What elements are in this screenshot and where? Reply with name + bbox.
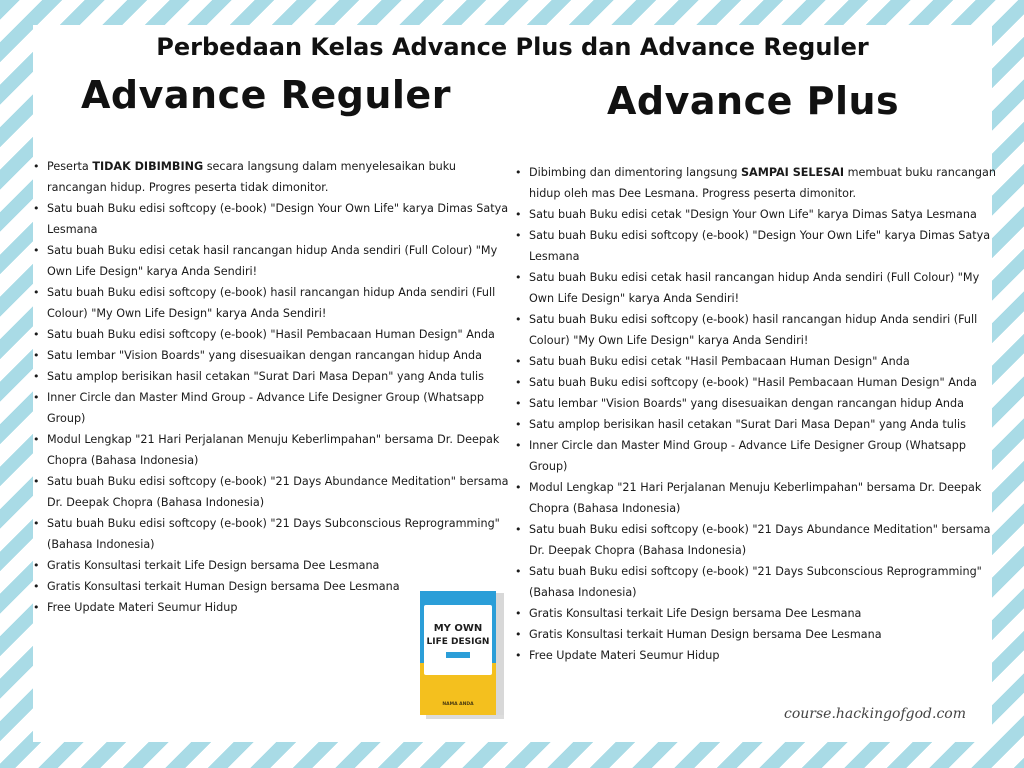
feature-emphasis: TIDAK DIBIMBING [92, 160, 204, 173]
heading-advance-reguler: Advance Reguler [81, 73, 451, 117]
feature-text: Inner Circle dan Master Mind Group - Advance Life Designer Group (Whatsapp Group) [47, 391, 484, 425]
feature-text: Gratis Konsultasi terkait Human Design bersama Dee Lesmana [529, 628, 882, 641]
feature-text: Satu buah Buku edisi softcopy (e-book) hasil rancangan hidup Anda sendiri (Full Colour) "My Own Life Design" karya Anda Sendiri! [47, 286, 496, 320]
comparison-card [33, 25, 996, 742]
feature-text: Satu buah Buku edisi softcopy (e-book) "21 Days Abundance Meditation" bersama Dr. Deepak Chopra (Bahasa Indonesia) [529, 523, 991, 557]
feature-text: Satu buah Buku edisi softcopy (e-book) "21 Days Subconscious Reprogramming" (Bahasa Indonesia) [529, 565, 982, 599]
plus-feature-list [515, 162, 1005, 666]
feature-text: Satu buah Buku edisi softcopy (e-book) "21 Days Subconscious Reprogramming" (Bahasa Indonesia) [47, 517, 500, 551]
feature-item [529, 393, 1005, 414]
feature-text: Gratis Konsultasi terkait Life Design bersama Dee Lesmana [47, 559, 380, 572]
feature-text: Satu buah Buku edisi cetak hasil rancangan hidup Anda sendiri (Full Colour) "My Own Life Design" karya Anda Sendiri! [47, 244, 498, 278]
feature-text: Gratis Konsultasi terkait Human Design bersama Dee Lesmana [47, 580, 400, 593]
feature-text: Satu buah Buku edisi cetak "Hasil Pembacaan Human Design" Anda [529, 355, 910, 368]
feature-text: Satu lembar "Vision Boards" yang disesuaikan dengan rancangan hidup Anda [47, 349, 482, 362]
feature-item [47, 555, 517, 576]
feature-text: Gratis Konsultasi terkait Life Design bersama Dee Lesmana [529, 607, 862, 620]
feature-text: Satu buah Buku edisi softcopy (e-book) "21 Days Abundance Meditation" bersama Dr. Deepak Chopra (Bahasa Indonesia) [47, 475, 509, 509]
feature-text: Modul Lengkap "21 Hari Perjalanan Menuju Keberlimpahan" bersama Dr. Deepak Chopra (Bahasa Indonesia) [529, 481, 982, 515]
feature-item [47, 366, 517, 387]
feature-item [529, 351, 1005, 372]
feature-text: Inner Circle dan Master Mind Group - Advance Life Designer Group (Whatsapp Group) [529, 439, 966, 473]
book-title-line2: LIFE DESIGN [426, 637, 490, 647]
feature-item [529, 435, 1005, 477]
book-cover-image [420, 591, 506, 721]
feature-text: Satu lembar "Vision Boards" yang disesuaikan dengan rancangan hidup Anda [529, 397, 964, 410]
book-title-line1: MY OWN [433, 623, 483, 634]
feature-text: Dibimbing dan dimentoring langsung [529, 166, 741, 179]
feature-item [529, 603, 1005, 624]
heading-advance-plus: Advance Plus [607, 79, 900, 123]
feature-text: Satu buah Buku edisi softcopy (e-book) "Design Your Own Life" karya Dimas Satya Lesmana [47, 202, 509, 236]
feature-text: membuat buku rancangan hidup oleh mas Dee Lesmana. Progress peserta dimonitor. [529, 166, 996, 200]
feature-item [529, 225, 1005, 267]
feature-item [529, 624, 1005, 645]
feature-text: Satu buah Buku edisi softcopy (e-book) "Design Your Own Life" karya Dimas Satya Lesmana [529, 229, 991, 263]
feature-text: Peserta [47, 160, 93, 173]
feature-text: Satu amplop berisikan hasil cetakan "Surat Dari Masa Depan" yang Anda tulis [47, 370, 484, 383]
feature-item [47, 324, 517, 345]
feature-item [47, 429, 517, 471]
footer-url: course.hackingofgod.com [784, 706, 966, 722]
feature-item [529, 309, 1005, 351]
feature-item [529, 645, 1005, 666]
feature-item [47, 387, 517, 429]
feature-item [529, 372, 1005, 393]
page-title: Perbedaan Kelas Advance Plus dan Advance Reguler [156, 33, 869, 61]
feature-item [47, 240, 517, 282]
feature-item [47, 156, 517, 198]
feature-item [529, 204, 1005, 225]
feature-text: Satu buah Buku edisi softcopy (e-book) hasil rancangan hidup Anda sendiri (Full Colour) "My Own Life Design" karya Anda Sendiri! [529, 313, 978, 347]
feature-text: Free Update Materi Seumur Hidup [47, 601, 238, 614]
feature-item [47, 198, 517, 240]
feature-item [529, 477, 1005, 519]
feature-item [529, 162, 1005, 204]
feature-item [529, 519, 1005, 561]
feature-item [47, 471, 517, 513]
feature-item [529, 561, 1005, 603]
feature-text: Satu amplop berisikan hasil cetakan "Surat Dari Masa Depan" yang Anda tulis [529, 418, 966, 431]
feature-text: Satu buah Buku edisi softcopy (e-book) "Hasil Pembacaan Human Design" Anda [47, 328, 495, 341]
feature-text: Free Update Materi Seumur Hidup [529, 649, 720, 662]
feature-emphasis: SAMPAI SELESAI [740, 166, 845, 179]
feature-text: Satu buah Buku edisi cetak "Design Your Own Life" karya Dimas Satya Lesmana [529, 208, 977, 221]
feature-text: Modul Lengkap "21 Hari Perjalanan Menuju Keberlimpahan" bersama Dr. Deepak Chopra (Bahasa Indonesia) [47, 433, 500, 467]
feature-text: secara langsung dalam menyelesaikan buku rancangan hidup. Progres peserta tidak dimonitor. [47, 160, 456, 194]
feature-text: Satu buah Buku edisi softcopy (e-book) "Hasil Pembacaan Human Design" Anda [529, 376, 977, 389]
feature-item [529, 267, 1005, 309]
feature-text: Satu buah Buku edisi cetak hasil rancangan hidup Anda sendiri (Full Colour) "My Own Life Design" karya Anda Sendiri! [529, 271, 980, 305]
feature-item [47, 345, 517, 366]
feature-item [529, 414, 1005, 435]
feature-item [47, 513, 517, 555]
reguler-feature-list [33, 156, 517, 618]
book-author: NAMA ANDA [442, 702, 474, 707]
feature-item [47, 282, 517, 324]
